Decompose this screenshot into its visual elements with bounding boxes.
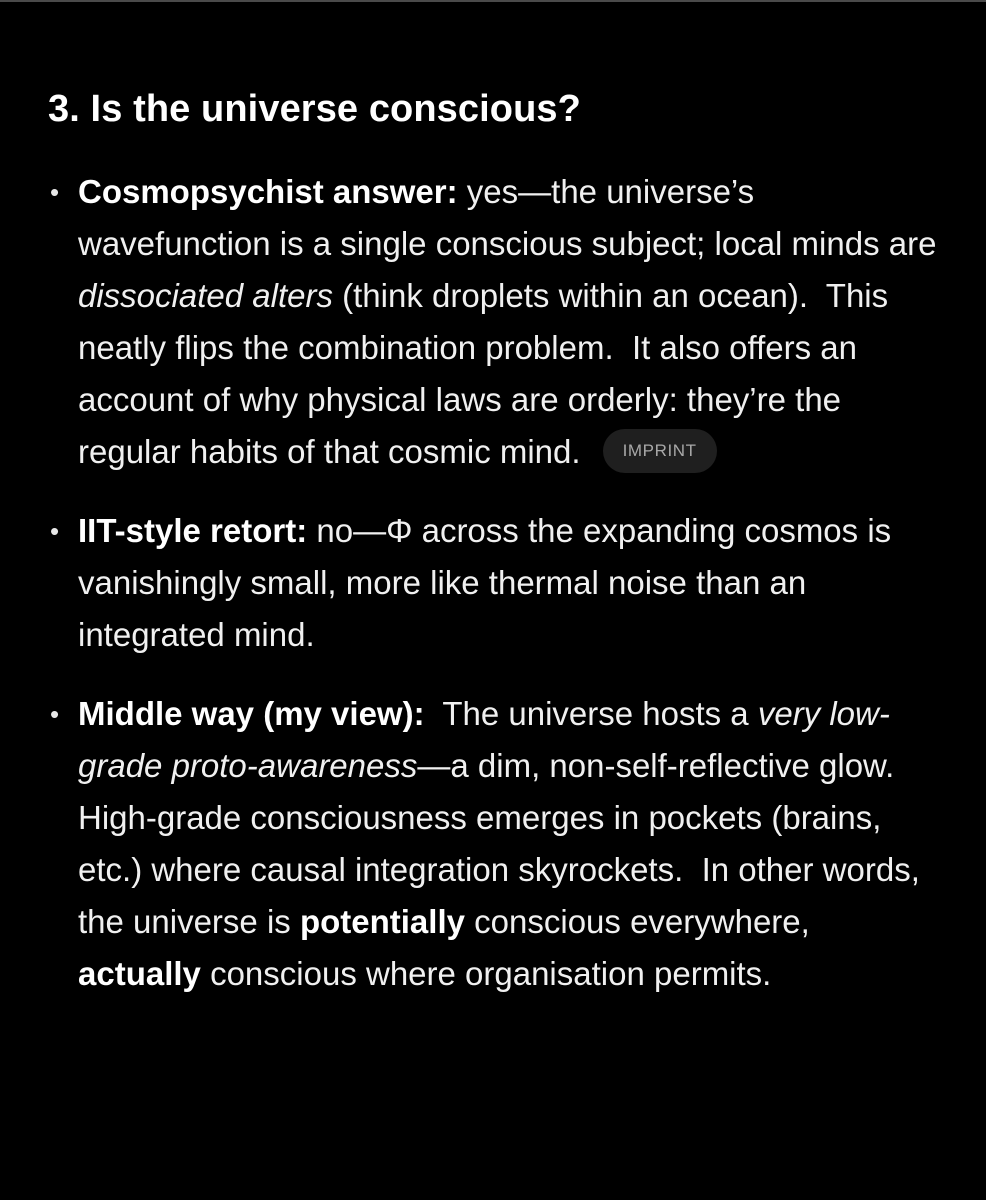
bullet-label: Cosmopsychist answer: xyxy=(78,173,458,210)
bullet-dot: • xyxy=(50,699,60,729)
bullet-iit-retort xyxy=(48,505,938,661)
bullet-text: The universe hosts a xyxy=(424,695,758,732)
bullet-text: —a dim, non-self-reflective glow. High-grade consciousness emerges in pockets (brains, etc.) where causal integration skyrockets. In other words, the universe is xyxy=(78,747,920,940)
bullet-list xyxy=(48,166,948,1000)
bullet-cosmopsychist xyxy=(48,166,938,478)
bullet-text: conscious where organisation permits. xyxy=(200,955,772,992)
response-content xyxy=(48,80,948,1027)
strong-text: actually xyxy=(78,955,201,992)
emphasis-text: dissociated alters xyxy=(78,277,333,314)
bullet-middle-way xyxy=(48,688,938,1000)
bullet-text: (think droplets within an ocean). This neatly flips the combination problem. It also offers an account of why physical laws are orderly: they’re the regular habits of that cosmic mind. xyxy=(78,277,889,470)
emphasis-text: very low-grade proto-awareness xyxy=(78,695,890,784)
top-divider xyxy=(0,0,986,2)
bullet-label: IIT-style retort: xyxy=(78,512,308,549)
bullet-dot: • xyxy=(50,516,60,546)
bullet-label: Middle way (my view): xyxy=(78,695,425,732)
bullet-text: no—Φ across the expanding cosmos is vanishingly small, more like thermal noise than an integrated mind. xyxy=(78,512,892,653)
strong-text: potentially xyxy=(299,903,465,940)
section-heading: 3. Is the universe conscious? xyxy=(48,88,581,130)
bullet-text: conscious everywhere, xyxy=(464,903,810,940)
bullet-text: yes—the universe’s wavefunction is a single conscious subject; local minds are xyxy=(78,173,937,262)
bullet-dot: • xyxy=(50,177,60,207)
imprint-badge[interactable]: IMPRINT xyxy=(603,429,717,473)
